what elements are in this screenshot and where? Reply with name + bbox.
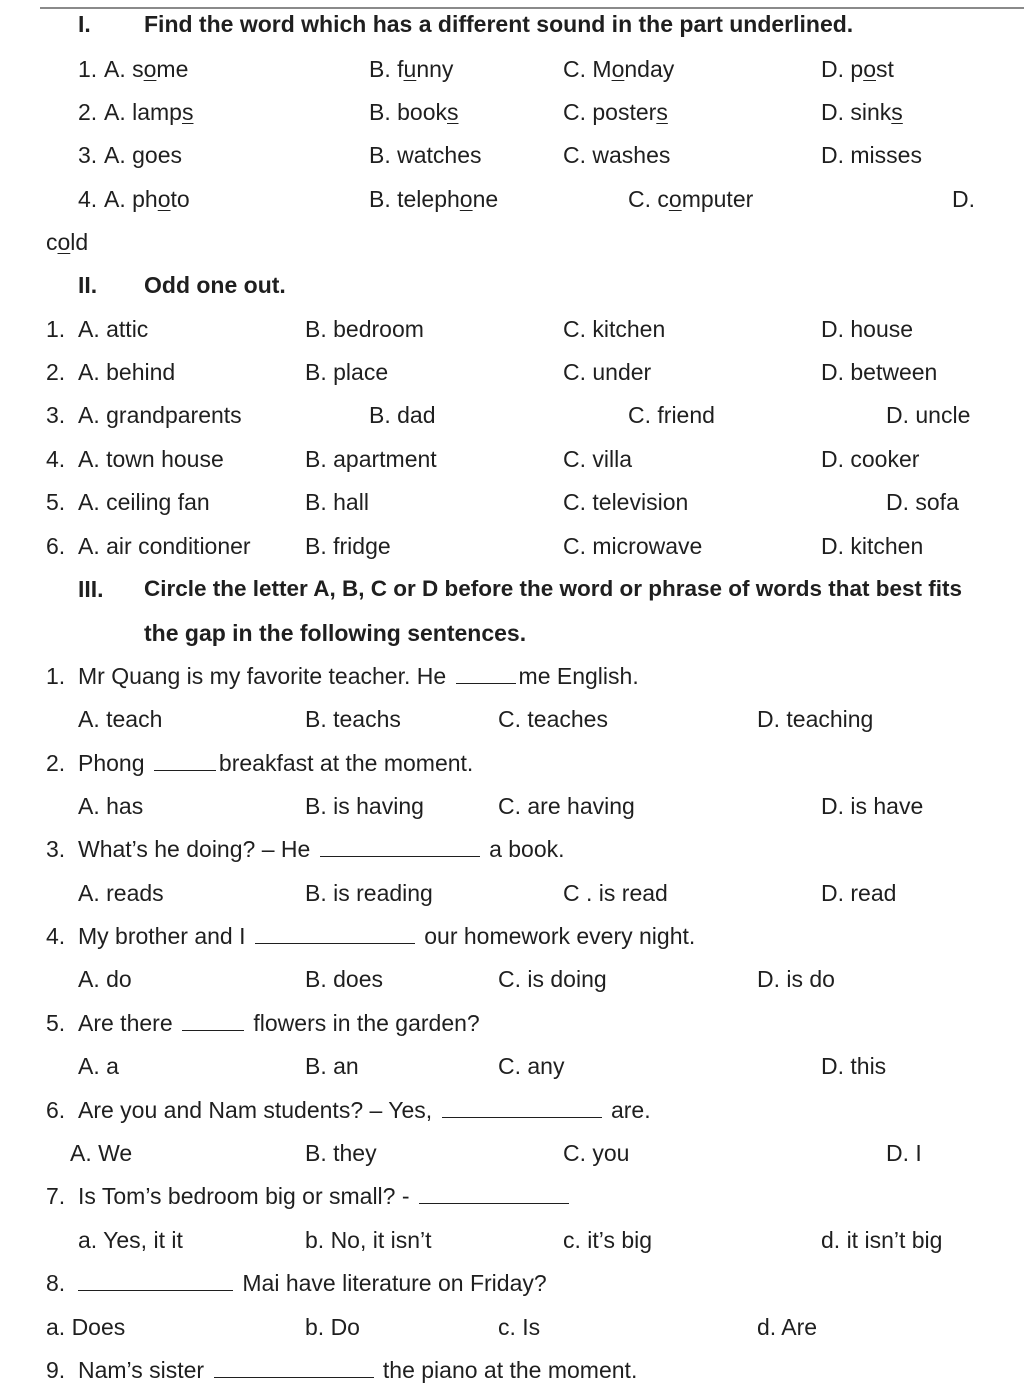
s1-q3-option-d: D. misses bbox=[821, 142, 922, 168]
s3-q1-option-a: A. teach bbox=[78, 706, 163, 732]
s3-q3-blank[interactable] bbox=[320, 838, 480, 857]
s2-q2-option-c: C. under bbox=[563, 359, 652, 385]
s3-q7-option-b: b. No, it isn’t bbox=[305, 1227, 432, 1253]
s3-q2-number: 2. bbox=[46, 750, 66, 776]
s1-q4-option-c: C. computer bbox=[628, 186, 754, 212]
s3-q7-sentence: Is Tom’s bedroom big or small? - bbox=[78, 1182, 572, 1210]
s1-q3-number: 3. bbox=[78, 142, 98, 168]
s3-q8-option-b: b. Do bbox=[305, 1314, 360, 1340]
section-2-number: II. bbox=[78, 272, 98, 298]
s2-q2-option-a: A. behind bbox=[78, 359, 176, 385]
s1-q1-option-b: B. funny bbox=[369, 56, 454, 82]
s2-q3-number: 3. bbox=[46, 402, 66, 428]
s3-q1-sentence: Mr Quang is my favorite teacher. He me English. bbox=[78, 663, 639, 689]
s3-q8-blank[interactable] bbox=[78, 1272, 233, 1291]
s3-q1-option-d: D. teaching bbox=[757, 706, 874, 732]
section-2-title: Odd one out. bbox=[144, 272, 286, 298]
s3-q7-blank[interactable] bbox=[419, 1185, 569, 1204]
s2-q5-option-a: A. ceiling fan bbox=[78, 489, 210, 515]
s1-q1-option-a: A. some bbox=[104, 56, 189, 82]
s2-q4-option-d: D. cooker bbox=[821, 446, 920, 472]
s2-q1-option-c: C. kitchen bbox=[563, 316, 666, 342]
s1-q4-option-d-wrap: cold bbox=[46, 229, 89, 255]
s2-q1-option-a: A. attic bbox=[78, 316, 149, 342]
s2-q5-option-d: D. sofa bbox=[886, 489, 959, 515]
s2-q5-option-b: B. hall bbox=[305, 489, 369, 515]
s3-q8-sentence: Mai have literature on Friday? bbox=[78, 1269, 547, 1297]
s3-q5-option-a: A. a bbox=[78, 1053, 119, 1079]
section-3-title-line2: the gap in the following sentences. bbox=[144, 620, 527, 646]
s1-q2-option-c: C. posters bbox=[563, 99, 668, 125]
s1-q2-option-b: B. books bbox=[369, 99, 459, 125]
s3-q7-option-c: c. it’s big bbox=[563, 1227, 653, 1253]
s2-q4-number: 4. bbox=[46, 446, 66, 472]
s1-q3-option-c: C. washes bbox=[563, 142, 671, 168]
s3-q4-option-b: B. does bbox=[305, 966, 383, 992]
s3-q4-option-a: A. do bbox=[78, 966, 132, 992]
s3-q2-option-c: C. are having bbox=[498, 793, 635, 819]
s3-q2-option-a: A. has bbox=[78, 793, 144, 819]
s1-q1-option-d: D. post bbox=[821, 56, 894, 82]
s3-q7-number: 7. bbox=[46, 1183, 66, 1209]
s1-q3-option-a: A. goes bbox=[104, 142, 182, 168]
s1-q4-number: 4. bbox=[78, 186, 98, 212]
s3-q4-option-d: D. is do bbox=[757, 966, 835, 992]
top-rule bbox=[40, 7, 1024, 9]
s3-q6-option-b: B. they bbox=[305, 1140, 377, 1166]
s2-q2-option-d: D. between bbox=[821, 359, 938, 385]
s3-q1-blank[interactable] bbox=[456, 665, 516, 684]
s3-q5-option-c: C. any bbox=[498, 1053, 565, 1079]
s3-q8-option-c: c. Is bbox=[498, 1314, 541, 1340]
s3-q1-number: 1. bbox=[46, 663, 66, 689]
s3-q6-number: 6. bbox=[46, 1097, 66, 1123]
s2-q2-number: 2. bbox=[46, 359, 66, 385]
s3-q2-sentence: Phong breakfast at the moment. bbox=[78, 750, 474, 776]
s1-q4-option-d: D. bbox=[952, 186, 975, 212]
section-1-title: Find the word which has a different sound in the part underlined. bbox=[144, 11, 854, 37]
s1-q2-option-d: D. sinks bbox=[821, 99, 903, 125]
s1-q2-number: 2. bbox=[78, 99, 98, 125]
section-1-number: I. bbox=[78, 11, 91, 37]
s1-q1-option-c: C. Monday bbox=[563, 56, 675, 82]
s2-q1-option-d: D. house bbox=[821, 316, 914, 342]
s3-q3-sentence: What’s he doing? – He a book. bbox=[78, 836, 565, 862]
s3-q8-option-d: d. Are bbox=[757, 1314, 818, 1340]
s3-q6-option-c: C. you bbox=[563, 1140, 630, 1166]
s1-q4-option-b: B. telephone bbox=[369, 186, 499, 212]
s2-q6-option-a: A. air conditioner bbox=[78, 533, 251, 559]
s3-q9-blank[interactable] bbox=[214, 1359, 374, 1378]
s1-q1-number: 1. bbox=[78, 56, 98, 82]
s3-q4-option-c: C. is doing bbox=[498, 966, 607, 992]
s2-q3-option-d: D. uncle bbox=[886, 402, 971, 428]
s3-q3-option-d: D. read bbox=[821, 880, 897, 906]
s3-q4-blank[interactable] bbox=[255, 925, 415, 944]
s3-q5-sentence: Are there flowers in the garden? bbox=[78, 1010, 480, 1036]
s3-q9-number: 9. bbox=[46, 1357, 66, 1383]
s3-q8-number: 8. bbox=[46, 1270, 66, 1296]
s3-q6-sentence: Are you and Nam students? – Yes, are. bbox=[78, 1097, 651, 1123]
s3-q6-option-d: D. I bbox=[886, 1140, 922, 1166]
s3-q7-option-a: a. Yes, it it bbox=[78, 1227, 183, 1253]
s3-q3-option-a: A. reads bbox=[78, 880, 164, 906]
s3-q7-option-d: d. it isn’t big bbox=[821, 1227, 943, 1253]
s3-q8-option-a: a. Does bbox=[46, 1314, 126, 1340]
s2-q6-number: 6. bbox=[46, 533, 66, 559]
s2-q4-option-c: C. villa bbox=[563, 446, 633, 472]
section-3-title-line1: Circle the letter A, B, C or D before the word or phrase of words that best fits bbox=[144, 576, 963, 601]
s2-q6-option-c: C. microwave bbox=[563, 533, 703, 559]
s3-q3-option-b: B. is reading bbox=[305, 880, 433, 906]
s2-q4-option-b: B. apartment bbox=[305, 446, 437, 472]
s3-q5-number: 5. bbox=[46, 1010, 66, 1036]
s2-q3-option-a: A. grandparents bbox=[78, 402, 242, 428]
s2-q5-option-c: C. television bbox=[563, 489, 689, 515]
s2-q5-number: 5. bbox=[46, 489, 66, 515]
s2-q1-number: 1. bbox=[46, 316, 66, 342]
s3-q5-option-d: D. this bbox=[821, 1053, 887, 1079]
s3-q9-sentence: Nam’s sister the piano at the moment. bbox=[78, 1357, 638, 1383]
s1-q2-option-a: A. lamps bbox=[104, 99, 194, 125]
s1-q4-option-a: A. photo bbox=[104, 186, 190, 212]
s3-q1-option-b: B. teachs bbox=[305, 706, 401, 732]
s2-q1-option-b: B. bedroom bbox=[305, 316, 424, 342]
s3-q2-option-b: B. is having bbox=[305, 793, 424, 819]
s3-q2-blank[interactable] bbox=[154, 752, 216, 771]
s1-q3-option-b: B. watches bbox=[369, 142, 482, 168]
s2-q2-option-b: B. place bbox=[305, 359, 389, 385]
s2-q6-option-b: B. fridge bbox=[305, 533, 391, 559]
s3-q5-option-b: B. an bbox=[305, 1053, 359, 1079]
s3-q3-option-c: C . is read bbox=[563, 880, 668, 906]
s3-q5-blank[interactable] bbox=[182, 1012, 244, 1031]
s2-q6-option-d: D. kitchen bbox=[821, 533, 924, 559]
section-3-number: III. bbox=[78, 576, 104, 602]
s2-q4-option-a: A. town house bbox=[78, 446, 224, 472]
s3-q6-option-a: A. We bbox=[70, 1140, 133, 1166]
s3-q6-blank[interactable] bbox=[442, 1099, 602, 1118]
s3-q1-option-c: C. teaches bbox=[498, 706, 608, 732]
s3-q2-option-d: D. is have bbox=[821, 793, 924, 819]
s3-q4-number: 4. bbox=[46, 923, 66, 949]
s2-q3-option-c: C. friend bbox=[628, 402, 715, 428]
s3-q4-sentence: My brother and I our homework every night. bbox=[78, 923, 696, 949]
s2-q3-option-b: B. dad bbox=[369, 402, 436, 428]
s3-q3-number: 3. bbox=[46, 836, 66, 862]
